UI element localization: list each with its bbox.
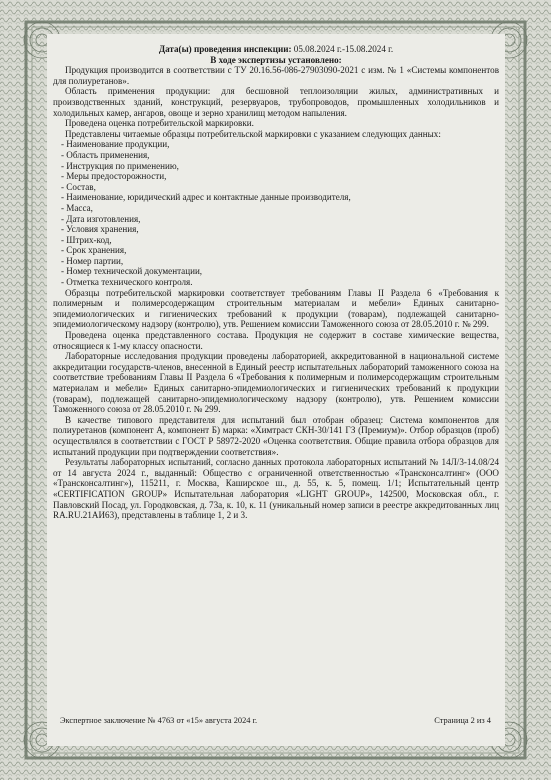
- list-item: - Срок хранения,: [61, 245, 127, 256]
- inspection-dates-line: [53, 44, 499, 55]
- footer-page-number: Страница 2 из 4: [434, 716, 491, 725]
- list-item: - Инструкция по применению,: [61, 160, 179, 171]
- list-item: - Меры предосторожности,: [61, 171, 167, 182]
- paragraph-composition: Проведена оценка представленного состава. Продукция не содержит в составе химические вещества, относящиеся к 1-му классу опасности.: [53, 330, 499, 351]
- inspection-dates-value: 05.08.2024 г.-15.08.2024 г.: [293, 44, 394, 54]
- list-item: - Наименование продукции,: [61, 139, 170, 150]
- inspection-dates-label: Дата(ы) проведения инспекции:: [158, 44, 292, 54]
- list-item: - Номер партии,: [61, 255, 124, 266]
- list-item: - Условия хранения,: [61, 224, 139, 235]
- list-item: - Номер технической документации,: [61, 266, 203, 277]
- list-item: - Отметка технического контроля.: [61, 277, 193, 288]
- list-item: - Дата изготовления,: [61, 213, 141, 224]
- list-item: - Штрих-код,: [61, 234, 112, 245]
- list-item: - Состав,: [61, 181, 96, 192]
- paragraph-production-spec: Продукция производится в соответствии с ТУ 20.16.56-086-27903090-2021 с изм. № 1 «Системы компонентов для полиуретанов».: [53, 65, 499, 86]
- document-body: [53, 44, 499, 521]
- page-footer: [60, 716, 491, 725]
- list-item: - Область применения,: [61, 149, 150, 160]
- paragraph-application-area: Область применения продукции: для бесшовной теплоизоляции жилых, административных и производственных зданий, конструкций, резервуаров, трубопроводов, промышленных холодильников и холодильных камер, ангаров, овоще и зерно хранилищ методом напыления.: [53, 86, 499, 118]
- paragraph-marking-conformity: Образцы потребительской маркировки соответствует требованиям Главы II Раздела 6 «Требования к полимерным и полимерсодержащим строительным материалам и мебели» Единых санитарно-эпидемиологических и гигиенических требований к продукции (товарам), подлежащей санитарно-эпидемиологическому надзору (контролю), утв. Решением комиссии Таможенного союза от 28.05.2010 г. № 299.: [53, 287, 499, 330]
- marking-data-list: [53, 139, 499, 287]
- footer-document-ref: Экспертное заключение № 4763 от «15» августа 2024 г.: [60, 716, 258, 725]
- paragraph-sample-selection: В качестве типового представителя для испытаний был отобран образец: Система компонентов для полиуретанов (компонент А, компонент Б) марка: «Химтраст СКН-30/141 ГЗ (Премиум)». Отбор образцов (проб) осуществлялся в соответствии с ГОСТ Р 58972-2020 «Оценка соответствия. Общие правила отбора образцов для испытаний продукции при подтверждении соответствия».: [53, 414, 499, 457]
- list-item: - Масса,: [61, 202, 93, 213]
- list-item: - Наименование, юридический адрес и контактные данные производителя,: [61, 192, 351, 203]
- paragraph-marking-samples: Представлены читаемые образцы потребительской маркировки с указанием следующих данных:: [65, 128, 441, 139]
- established-heading: В ходе экспертизы установлено:: [210, 54, 342, 65]
- paragraph-marking-assessment: Проведена оценка потребительской маркировки.: [65, 118, 254, 129]
- paragraph-test-results: Результаты лабораторных испытаний, согласно данных протокола лабораторных испытаний № 14Л/3-14.08/24 от 14 августа 2024 г., выданный: Общество с ограниченной ответственностью «Трансконсалтинг» (ООО «Трансконсалтинг»), 115211, г. Москва, Каширское ш., д. 55, к. 5, помещ. 1/1; Испытательный центр «CERTIFICATION GROUP» Испытательная лаборатория «LIGHT GROUP», 142500, Московская обл., г. Павловский Посад, ул. Городковская, д. 73а, к. 10, к. 11 (уникальный номер записи в реестре аккредитованных лиц RA.RU.21АИ63), представлены в таблице 1, 2 и 3.: [53, 457, 499, 521]
- paragraph-lab-research: Лабораторные исследования продукции проведены лабораторией, аккредитованной в национальной системе аккредитации государств-членов, внесенной в Единый реестр испытательных лабораторий таможенного союза на соответствие требованиям Главы II Раздела 6 «Требования к полимерным и полимерсодержащим строительным материалам и мебели» Единых санитарно-эпидемиологических и гигиенических требований к продукции (товарам), подлежащей санитарно-эпидемиологическому надзору (контролю), утв. Решением комиссии Таможенного союза от 28.05.2010 г. № 299.: [53, 351, 499, 415]
